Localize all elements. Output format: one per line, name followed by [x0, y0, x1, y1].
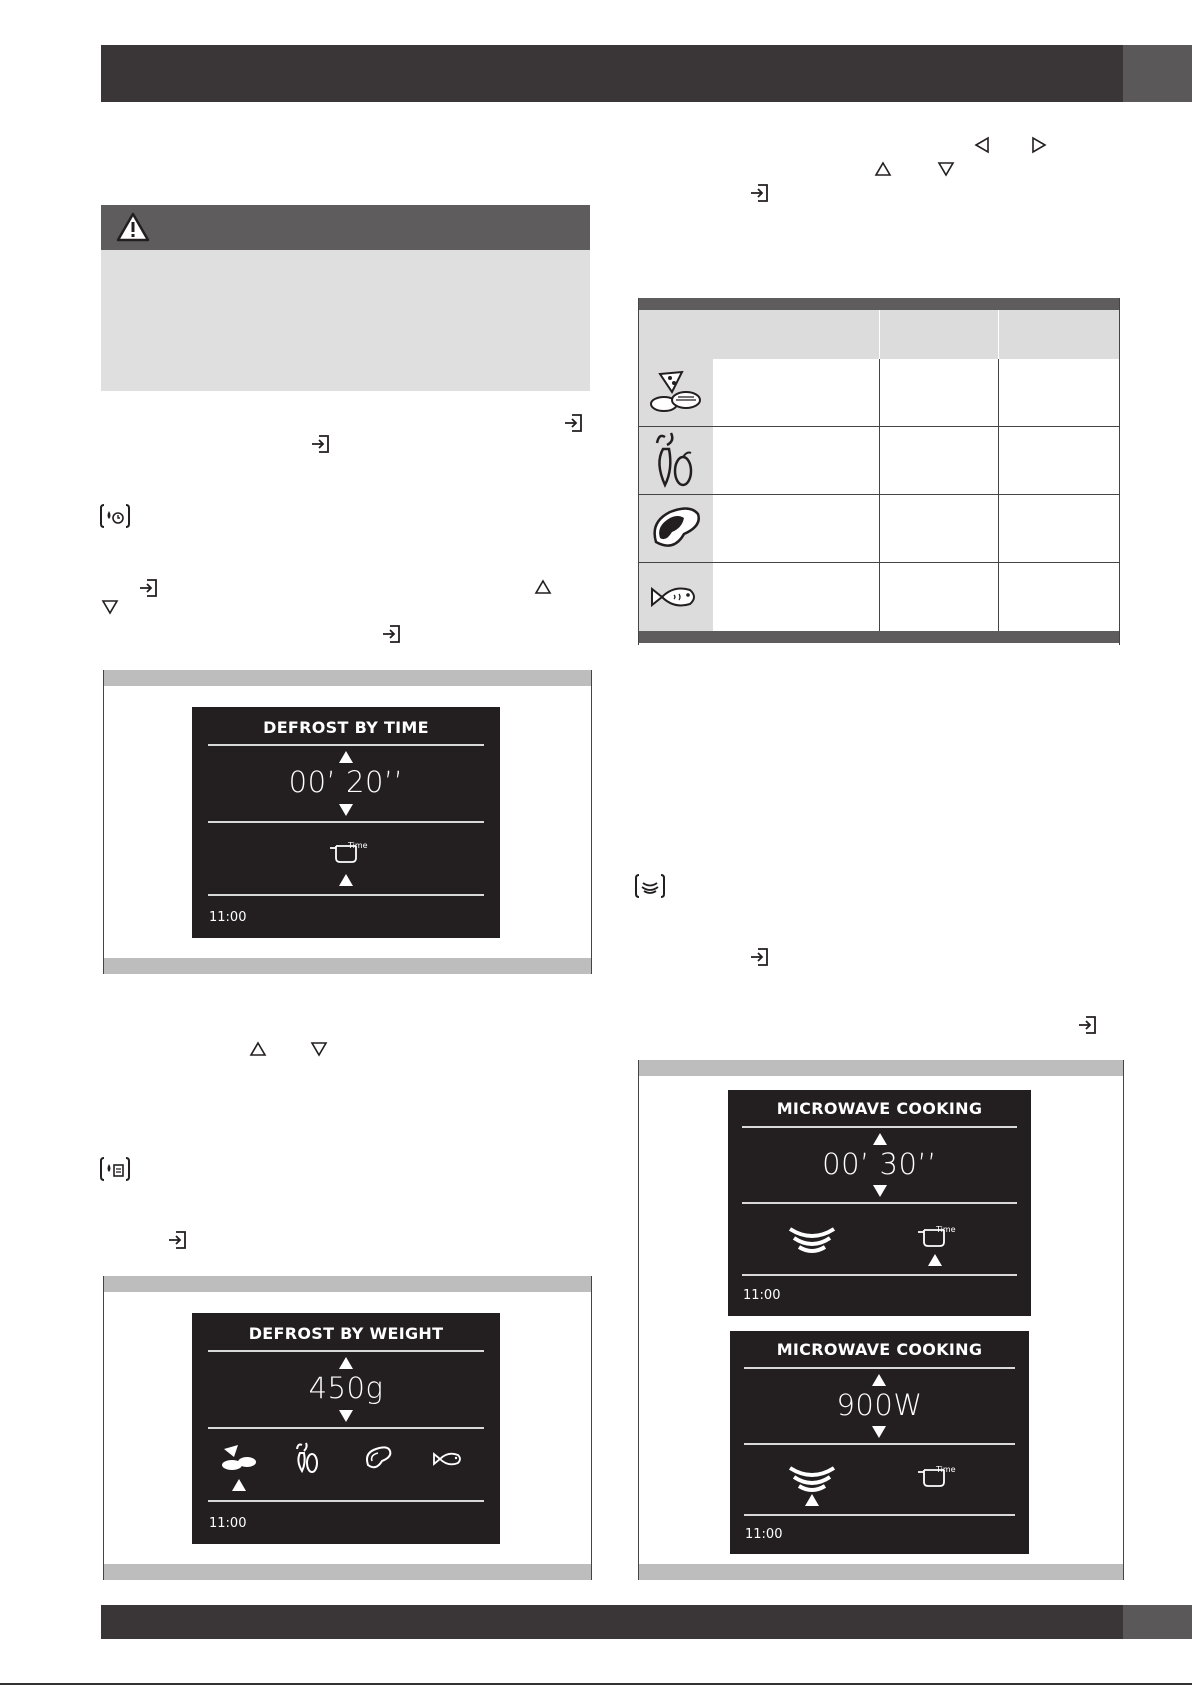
- divider: [744, 1367, 1015, 1369]
- bread-pizza-icon: [648, 370, 704, 416]
- clock-display: 11:00: [743, 1288, 781, 1303]
- screen-value: 900W: [836, 1388, 923, 1422]
- pot-time-icon: [328, 840, 372, 866]
- increase-arrow[interactable]: [872, 1374, 886, 1386]
- divider: [208, 821, 484, 823]
- fish-icon: [648, 582, 704, 612]
- defrost-time-icon: [100, 503, 130, 529]
- enter-icon: [168, 1230, 188, 1250]
- clock-display: 11:00: [745, 1527, 783, 1542]
- warning-header: [101, 205, 590, 250]
- meat-icon: [648, 502, 704, 556]
- defrost-category-table: [638, 298, 1120, 645]
- warning-icon: [116, 212, 150, 242]
- microwave-icon: [635, 873, 665, 899]
- clock-display: 11:00: [209, 910, 247, 925]
- divider: [208, 1500, 484, 1502]
- pot-time-icon[interactable]: [916, 1224, 960, 1250]
- defrost-time-screen: [192, 707, 500, 938]
- screen-value: 00’ 30’’: [822, 1147, 937, 1181]
- decrease-arrow[interactable]: [872, 1426, 886, 1438]
- divider: [744, 1443, 1015, 1445]
- defrost-weight-screen: [192, 1313, 500, 1544]
- figure-top-bar: [104, 670, 591, 686]
- decrease-arrow[interactable]: [339, 804, 353, 816]
- enter-icon: [564, 413, 584, 433]
- enter-icon: [750, 183, 770, 203]
- bread-pizza-icon[interactable]: [220, 1443, 258, 1473]
- table-header-divider: [998, 310, 999, 359]
- screen-value: 00’ 20’’: [288, 765, 404, 799]
- header-tab: [1123, 45, 1192, 102]
- meat-icon[interactable]: [362, 1443, 394, 1473]
- arrow-left-icon: [974, 136, 990, 154]
- time-label: Time: [936, 1225, 956, 1234]
- enter-icon: [750, 947, 770, 967]
- time-label: Time: [936, 1465, 956, 1474]
- microwave-power-screen: [730, 1331, 1029, 1554]
- footer-tab: [1123, 1605, 1192, 1639]
- defrost-weight-icon: [100, 1156, 130, 1182]
- screen-title: DEFROST BY WEIGHT: [248, 1324, 444, 1343]
- pot-time-icon[interactable]: [916, 1464, 960, 1490]
- table-top-bar: [639, 298, 1119, 310]
- fish-icon[interactable]: [432, 1449, 466, 1469]
- arrow-down-icon: [101, 599, 119, 615]
- arrow-down-icon: [310, 1041, 328, 1057]
- microwave-time-screen: [728, 1090, 1031, 1316]
- clock-display: 11:00: [209, 1516, 247, 1531]
- divider: [208, 1350, 484, 1352]
- arrow-up-icon: [534, 579, 552, 595]
- select-arrow[interactable]: [805, 1494, 819, 1506]
- time-label: Time: [348, 841, 368, 850]
- arrow-up-icon: [249, 1041, 267, 1057]
- divider: [742, 1274, 1017, 1276]
- figure-top-bar: [639, 1060, 1123, 1076]
- divider: [208, 1427, 484, 1429]
- select-arrow[interactable]: [339, 874, 353, 886]
- increase-arrow[interactable]: [339, 1357, 353, 1369]
- enter-icon: [1078, 1015, 1098, 1035]
- decrease-arrow[interactable]: [873, 1185, 887, 1197]
- header-bar: [101, 45, 1123, 102]
- enter-icon: [382, 624, 402, 644]
- microwave-power-icon[interactable]: [784, 1223, 840, 1257]
- table-header-divider: [879, 310, 880, 359]
- screen-title: DEFROST BY TIME: [263, 718, 429, 737]
- divider: [208, 744, 484, 746]
- figure-bottom-bar: [104, 958, 591, 974]
- enter-icon: [139, 578, 159, 598]
- figure-bottom-bar: [104, 1564, 591, 1580]
- divider: [208, 894, 484, 896]
- decrease-arrow[interactable]: [339, 1410, 353, 1422]
- divider: [742, 1126, 1017, 1128]
- vegetables-icon: [651, 431, 701, 491]
- figure-bottom-bar: [639, 1564, 1123, 1580]
- vegetables-icon[interactable]: [292, 1441, 324, 1475]
- arrow-right-icon: [1031, 136, 1047, 154]
- figure-top-bar: [104, 1276, 591, 1292]
- arrow-up-icon: [874, 161, 892, 177]
- enter-icon: [311, 434, 331, 454]
- select-arrow[interactable]: [232, 1479, 246, 1491]
- increase-arrow[interactable]: [339, 751, 353, 763]
- divider: [744, 1514, 1015, 1516]
- microwave-power-icon[interactable]: [784, 1462, 840, 1496]
- divider: [742, 1202, 1017, 1204]
- warning-body: [101, 250, 590, 391]
- screen-title: MICROWAVE COOKING: [776, 1340, 983, 1359]
- arrow-down-icon: [937, 161, 955, 177]
- table-col-divider: [879, 359, 880, 631]
- table-bottom-bar: [639, 631, 1119, 643]
- screen-value: 450g: [308, 1371, 384, 1405]
- table-col-divider: [998, 359, 999, 631]
- increase-arrow[interactable]: [873, 1133, 887, 1145]
- footer-bar: [101, 1605, 1123, 1639]
- screen-title: MICROWAVE COOKING: [776, 1099, 983, 1118]
- select-arrow[interactable]: [928, 1254, 942, 1266]
